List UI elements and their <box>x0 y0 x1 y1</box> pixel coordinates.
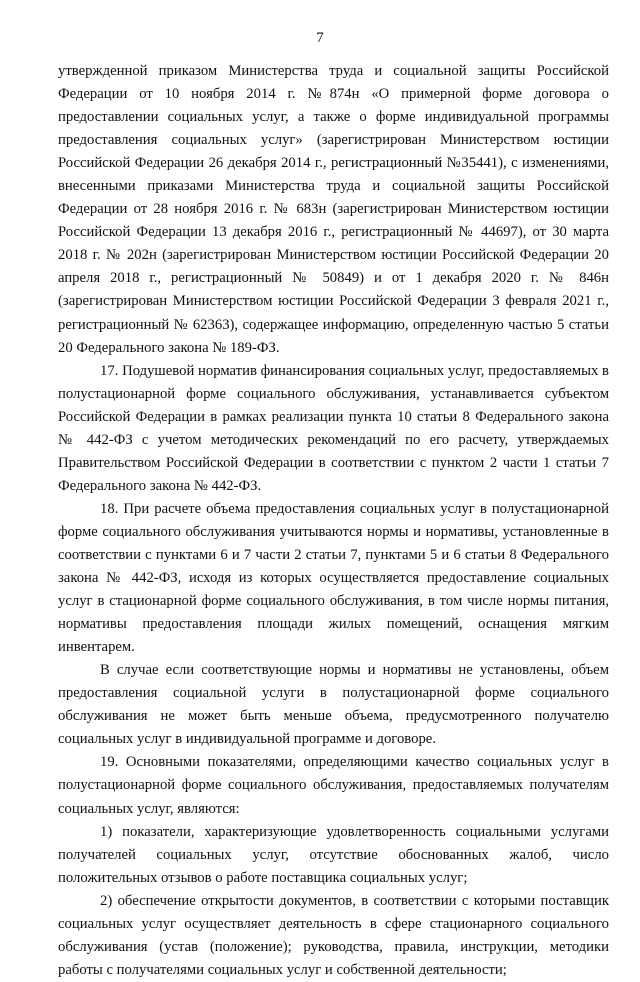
document-body <box>58 60 609 982</box>
paragraph-19-item-1: 1) показатели, характеризующие удовлетворенность социальными услугами получателей социальных услуг, отсутствие обоснованных жалоб, число положительных отзывов о работе поставщика социальных услуг; <box>58 823 609 886</box>
paragraph-18: 18. При расчете объема предоставления социальных услуг в полустационарной форме социального обслуживания учитываются нормы и нормативы, установленные в соответствии с пунктами 6 и 7 части 2 статьи 7, пунктами 5 и 6 статьи 8 Федерального закона № 442-ФЗ, исходя из которых осуществляется предоставление социальных услуг в стационарной форме социального обслуживания, в том числе нормы питания, нормативы предоставления площади жилых помещений, оснащения мягким инвентарем. <box>58 500 609 656</box>
paragraph-19-item-2: 2) обеспечение открытости документов, в соответствии с которыми поставщик социальных услуг осуществляет деятельность в сфере стационарного социального обслуживания (устав (положение); руководства, правила, инструкции, методики работы с получателями социальных услуг и собственной деятельности; <box>58 892 609 978</box>
paragraph-17: 17. Подушевой норматив финансирования социальных услуг, предоставляемых в полустационарной форме социального обслуживания, устанавливается субъектом Российской Федерации в рамках реализации пункта 10 статьи 8 Федерального закона № 442-ФЗ с учетом методических рекомендаций по его расчету, утверждаемых Правительством Российской Федерации в соответствии с пунктом 2 части 1 статьи 7 Федерального закона № 442-ФЗ. <box>58 362 609 494</box>
paragraph-18-continued: В случае если соответствующие нормы и нормативы не установлены, объем предоставления социальной услуги в полустационарной форме социального обслуживания не может быть меньше объема, предусмотренного получателю социальных услуг в индивидуальной программе и договоре. <box>58 662 609 748</box>
paragraph-19: 19. Основными показателями, определяющими качество социальных услуг в полустационарной форме социального обслуживания, предоставляемых получателям социальных услуг, являются: <box>58 754 609 817</box>
page-number: 7 <box>316 30 324 46</box>
paragraph-continuation: утвержденной приказом Министерства труда и социальной защиты Российской Федерации от 10 ноября 2014 г. №874н «О примерной форме договора о предоставлении социальных услуг, а также о форме индивидуальной программы предоставления социальных услуг» (зарегистрирован Министерством юстиции Российской Федерации 26 декабря 2014 г., регистрационный №35441), с изменениями, внесенными приказами Министерства труда и социальной защиты Российской Федерации от 28 ноября 2016 г. № 683н (зарегистрирован Министерством юстиции Российской Федерации 13 декабря 2016 г., регистрационный № 44697), от 30 марта 2018 г. № 202н (зарегистрирован Министерством юстиции Российской Федерации 20 апреля 2018 г., регистрационный № 50849) и от 1 декабря 2020 г. № 846н (зарегистрирован Министерством юстиции Российской Федерации 3 февраля 2021 г., регистрационный № 62363), содержащее информацию, определенную частью 5 статьи 20 Федерального закона № 189-ФЗ. <box>58 63 609 356</box>
